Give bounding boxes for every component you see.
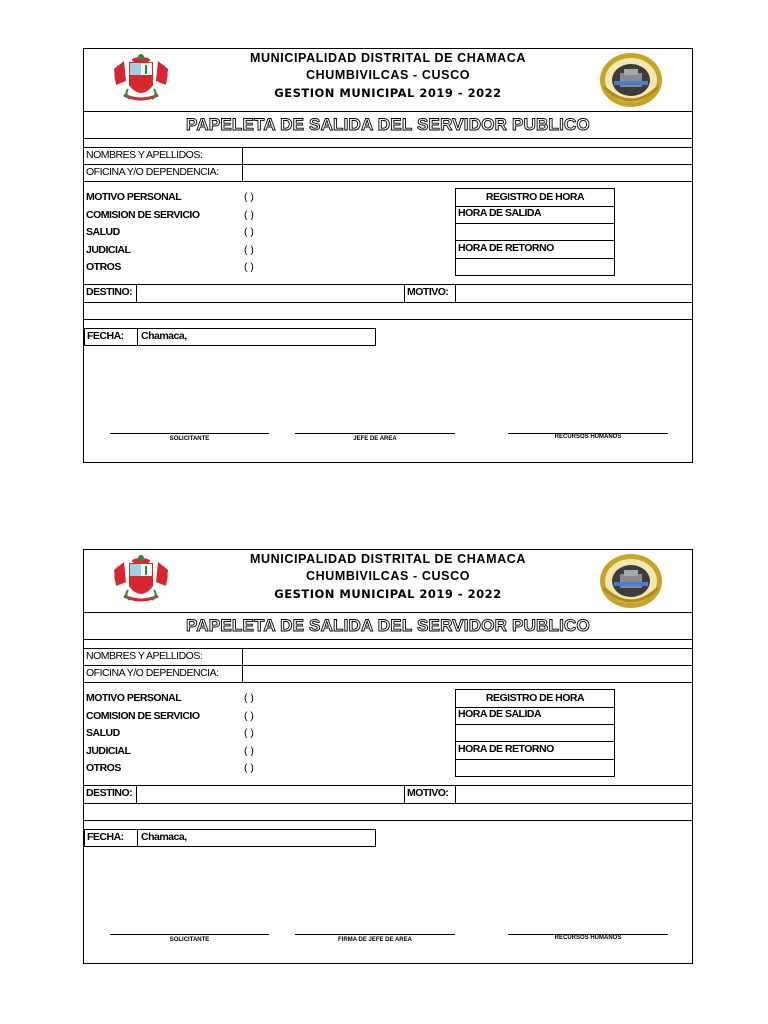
divider — [137, 830, 138, 846]
administration-period: GESTION MUNICIPAL 2019 - 2022 — [274, 587, 502, 601]
exit-slip-form — [83, 48, 693, 463]
signature-label-area-head: JEFE DE AREA — [353, 436, 397, 442]
divider — [84, 820, 692, 821]
divider — [84, 319, 692, 320]
time-record-title: REGISTRO DE HORA — [456, 690, 614, 708]
reason-option-label: SALUD — [86, 226, 120, 238]
signature-label-human-resources: RECURSOS HUMANOS — [554, 935, 622, 941]
signature-line — [295, 934, 455, 935]
reason-option-checkbox[interactable]: ( ) — [244, 744, 254, 757]
divider — [84, 138, 692, 139]
signature-label-human-resources: RECURSOS HUMANOS — [554, 434, 622, 440]
destination-field[interactable] — [137, 786, 404, 803]
divider — [456, 240, 614, 241]
reason-option-label: OTROS — [86, 762, 121, 774]
departure-time-label: HORA DE SALIDA — [458, 207, 542, 219]
reason-label: MOTIVO: — [407, 787, 449, 799]
divider — [84, 682, 692, 683]
office-field[interactable] — [243, 666, 692, 682]
reason-option-label: JUDICIAL — [86, 243, 131, 256]
departure-time-field[interactable] — [456, 725, 614, 741]
date-field[interactable]: Chamaca, — [141, 330, 187, 342]
reason-option-label: JUDICIAL — [86, 744, 131, 757]
office-label: OFICINA Y/O DEPENDENCIA: — [86, 667, 219, 679]
office-field[interactable] — [243, 165, 692, 181]
reason-option-label: MOTIVO PERSONAL — [86, 191, 182, 203]
reason-option-checkbox[interactable]: ( ) — [244, 261, 254, 273]
province-region: CHUMBIVILCAS - CUSCO — [305, 569, 471, 583]
reason-option-checkbox[interactable]: ( ) — [244, 208, 254, 221]
divider — [137, 329, 138, 345]
divider — [404, 785, 405, 803]
names-label: NOMBRES Y APELLIDOS: — [86, 149, 203, 161]
signature-label-area-head: FIRMA DE JEFE DE AREA — [338, 937, 412, 943]
date-label: FECHA: — [87, 831, 124, 843]
reason-field[interactable] — [456, 786, 692, 803]
reason-option-label: MOTIVO PERSONAL — [86, 692, 182, 704]
return-time-field[interactable] — [456, 760, 614, 776]
signature-line — [295, 433, 455, 434]
return-time-field[interactable] — [456, 259, 614, 275]
signature-line — [110, 433, 269, 434]
time-record-box — [455, 689, 615, 777]
reason-option-checkbox[interactable]: ( ) — [244, 709, 254, 722]
departure-time-field[interactable] — [456, 224, 614, 240]
return-time-label: HORA DE RETORNO — [458, 743, 554, 755]
signature-label-applicant: SOLICITANTE — [169, 937, 210, 943]
reason-option-label: SALUD — [86, 727, 120, 739]
date-box — [84, 328, 376, 346]
signature-label-applicant: SOLICITANTE — [169, 436, 210, 442]
municipality-name: MUNICIPALIDAD DISTRITAL DE CHAMACA — [250, 51, 526, 65]
divider — [404, 284, 405, 302]
names-label: NOMBRES Y APELLIDOS: — [86, 650, 203, 662]
signature-line — [110, 934, 269, 935]
reason-option-label: COMISION DE SERVICIO — [86, 208, 200, 221]
divider — [84, 302, 692, 303]
destination-field[interactable] — [137, 285, 404, 302]
reason-option-checkbox[interactable]: ( ) — [244, 762, 254, 774]
names-field[interactable] — [243, 649, 692, 665]
reason-option-label: COMISION DE SERVICIO — [86, 709, 200, 722]
reason-option-label: OTROS — [86, 261, 121, 273]
reason-option-checkbox[interactable]: ( ) — [244, 226, 254, 238]
administration-period: GESTION MUNICIPAL 2019 - 2022 — [274, 86, 502, 100]
divider — [84, 181, 692, 182]
municipality-name: MUNICIPALIDAD DISTRITAL DE CHAMACA — [250, 552, 526, 566]
form-title: PAPELETA DE SALIDA DEL SERVIDOR PUBLICO — [186, 115, 590, 134]
names-field[interactable] — [243, 148, 692, 164]
date-field[interactable]: Chamaca, — [141, 831, 187, 843]
reason-option-checkbox[interactable]: ( ) — [244, 191, 254, 203]
time-record-box — [455, 188, 615, 276]
reason-field[interactable] — [456, 285, 692, 302]
form-title: PAPELETA DE SALIDA DEL SERVIDOR PUBLICO — [186, 616, 590, 635]
departure-time-label: HORA DE SALIDA — [458, 708, 542, 720]
divider — [456, 741, 614, 742]
date-box — [84, 829, 376, 847]
divider — [84, 639, 692, 640]
time-record-title: REGISTRO DE HORA — [456, 189, 614, 207]
reason-label: MOTIVO: — [407, 286, 449, 298]
province-region: CHUMBIVILCAS - CUSCO — [305, 68, 471, 82]
exit-slip-form — [83, 549, 693, 964]
destination-label: DESTINO: — [86, 787, 133, 799]
reason-option-checkbox[interactable]: ( ) — [244, 243, 254, 256]
reason-option-checkbox[interactable]: ( ) — [244, 692, 254, 704]
office-label: OFICINA Y/O DEPENDENCIA: — [86, 166, 219, 178]
reason-option-checkbox[interactable]: ( ) — [244, 727, 254, 739]
date-label: FECHA: — [87, 330, 124, 342]
divider — [84, 803, 692, 804]
return-time-label: HORA DE RETORNO — [458, 242, 554, 254]
destination-label: DESTINO: — [86, 286, 133, 298]
